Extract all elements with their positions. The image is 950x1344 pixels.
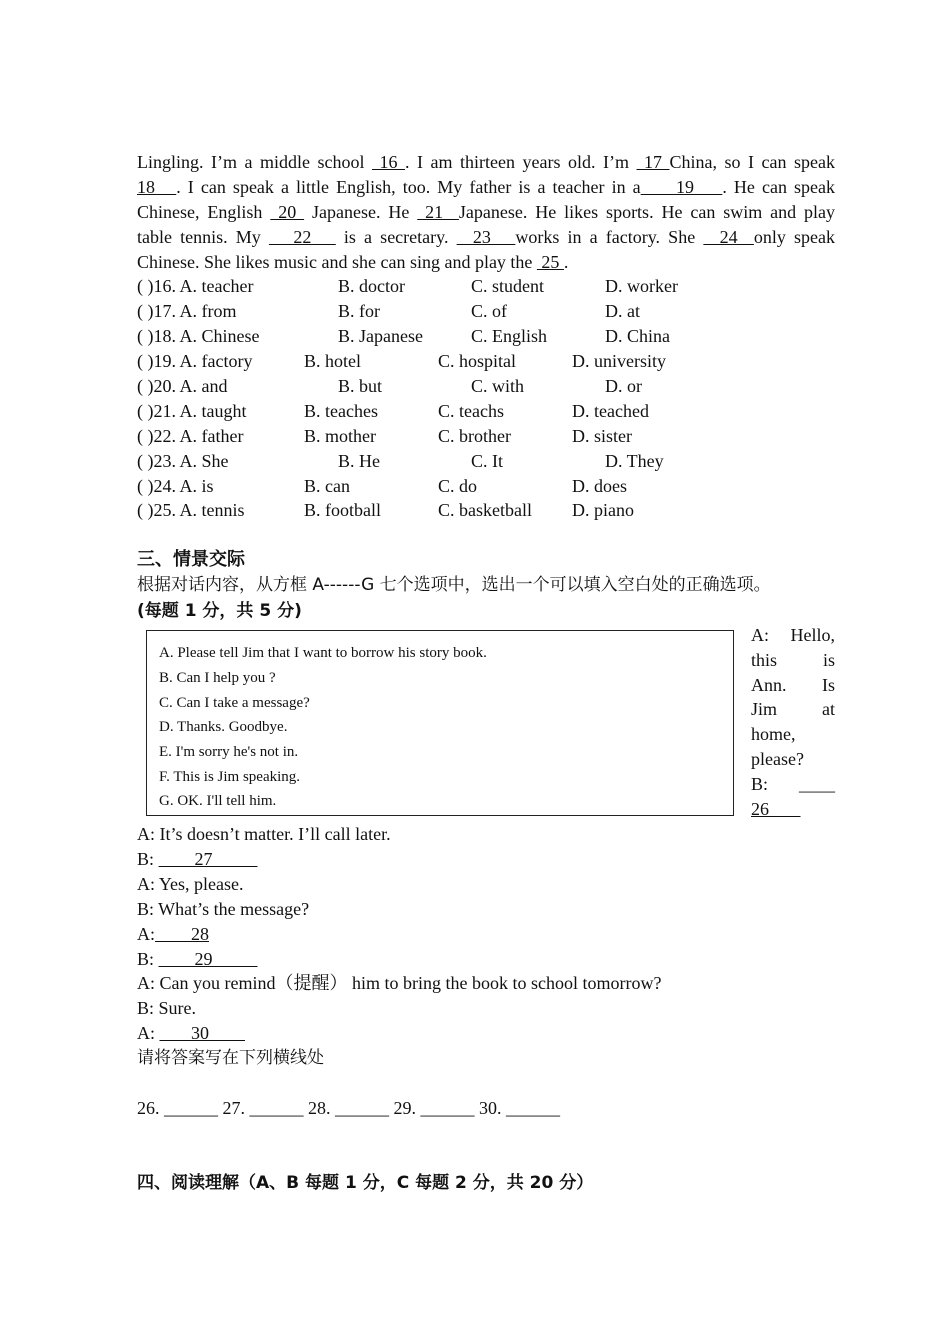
dialog-line: B: 29 xyxy=(137,949,258,969)
question-option-c[interactable]: C. do xyxy=(438,476,478,496)
passage-line: 18 . I can speak a little English, too. My father is a teacher in a 19 . He can speak xyxy=(137,177,836,197)
box-option: G. OK. I'll tell him. xyxy=(159,793,277,809)
question-option-c[interactable]: C. brother xyxy=(438,426,511,446)
passage-line: table tennis. My 22 is a secretary. 23 works in a factory. She 24 only speak xyxy=(137,227,836,247)
question-option-c[interactable]: C. English xyxy=(471,326,548,346)
blank-29[interactable]: 29 xyxy=(158,949,258,969)
question-option-a[interactable]: ( )17. A. from xyxy=(137,301,237,321)
answer-note: 请将答案写在下列横线处 xyxy=(137,1048,324,1068)
passage-line: Chinese. She likes music and she can sing and play the 25 . xyxy=(137,252,569,272)
question-option-d[interactable]: D. worker xyxy=(605,276,678,296)
blank-20[interactable]: 20 xyxy=(270,202,305,222)
section-title: 四、阅读理解（A、B 每题 1 分，C 每题 2 分，共 20 分） xyxy=(137,1173,594,1193)
question-option-d[interactable]: D. teached xyxy=(572,401,649,421)
question-option-a[interactable]: ( )23. A. She xyxy=(137,451,229,471)
question-option-a[interactable]: ( )22. A. father xyxy=(137,426,244,446)
dialog-line: B: 27 xyxy=(137,849,258,869)
dialog-line: A: 30 xyxy=(137,1023,245,1043)
dialog-line: B: What’s the message? xyxy=(137,899,310,919)
section-title: 三、情景交际 xyxy=(137,549,245,570)
box-option: A. Please tell Jim that I want to borrow his story book. xyxy=(159,645,487,661)
question-option-b[interactable]: B. but xyxy=(338,376,383,396)
question-option-a[interactable]: ( )19. A. factory xyxy=(137,351,253,371)
question-option-d[interactable]: D. at xyxy=(605,301,640,321)
passage-line: Chinese, English 20 Japanese. He 21 Japanese. He likes sports. He can swim and play xyxy=(137,202,835,222)
blank-16[interactable]: 16 xyxy=(372,152,406,172)
blank-17[interactable]: 17 xyxy=(636,152,670,172)
blank-28[interactable]: 28 xyxy=(155,924,209,944)
question-option-d[interactable]: D. sister xyxy=(572,426,632,446)
blank-27[interactable]: 27 xyxy=(158,849,258,869)
question-option-c[interactable]: C. student xyxy=(471,276,545,296)
question-option-b[interactable]: B. hotel xyxy=(304,351,361,371)
question-option-d[interactable]: D. China xyxy=(605,326,670,346)
blank-23[interactable]: 23 xyxy=(456,227,516,247)
question-option-c[interactable]: C. It xyxy=(471,451,504,471)
question-option-b[interactable]: B. for xyxy=(338,301,380,321)
blank-24[interactable]: 24 xyxy=(703,227,754,247)
question-option-d[interactable]: D. piano xyxy=(572,500,634,520)
question-option-b[interactable]: B. doctor xyxy=(338,276,405,296)
section-score: (每题 1 分，共 5 分) xyxy=(137,601,302,621)
question-option-a[interactable]: ( )21. A. taught xyxy=(137,401,247,421)
dialog-line: A: It’s doesn’t matter. I’ll call later. xyxy=(137,824,391,844)
question-option-b[interactable]: B. Japanese xyxy=(338,326,423,346)
dialog-line: A: 28 xyxy=(137,924,209,944)
blank-30[interactable]: 30 xyxy=(159,1023,245,1043)
box-option: B. Can I help you ? xyxy=(159,670,276,686)
question-option-b[interactable]: B. mother xyxy=(304,426,376,446)
question-option-c[interactable]: C. of xyxy=(471,301,507,321)
section-instruction: 根据对话内容，从方框 A------G 七个选项中，选出一个可以填入空白处的正确选项。 xyxy=(137,575,771,595)
question-option-c[interactable]: C. teachs xyxy=(438,401,504,421)
question-option-c[interactable]: C. with xyxy=(471,376,525,396)
question-option-d[interactable]: D. They xyxy=(605,451,664,471)
box-option: C. Can I take a message? xyxy=(159,695,310,711)
dialog-line: B: Sure. xyxy=(137,998,197,1018)
question-option-b[interactable]: B. can xyxy=(304,476,350,496)
question-option-a[interactable]: ( )24. A. is xyxy=(137,476,214,496)
question-option-a[interactable]: ( )25. A. tennis xyxy=(137,500,245,520)
question-option-d[interactable]: D. does xyxy=(572,476,627,496)
question-option-a[interactable]: ( )16. A. teacher xyxy=(137,276,254,296)
dialog-line: A: Yes, please. xyxy=(137,874,244,894)
box-option: F. This is Jim speaking. xyxy=(159,769,301,785)
question-option-d[interactable]: D. university xyxy=(572,351,666,371)
box-option: D. Thanks. Goodbye. xyxy=(159,719,288,735)
question-option-b[interactable]: B. teaches xyxy=(304,401,378,421)
question-option-b[interactable]: B. He xyxy=(338,451,380,471)
question-option-a[interactable]: ( )20. A. and xyxy=(137,376,228,396)
blank-26[interactable]: 26 xyxy=(751,798,801,819)
blank-22[interactable]: 22 xyxy=(268,227,336,247)
question-option-a[interactable]: ( )18. A. Chinese xyxy=(137,326,260,346)
dialog-line: A: Can you remind（提醒） him to bring the book to school tomorrow? xyxy=(137,973,662,993)
blank-19[interactable]: 19 xyxy=(640,177,723,197)
question-option-c[interactable]: C. basketball xyxy=(438,500,532,520)
question-option-c[interactable]: C. hospital xyxy=(438,351,517,371)
box-option: E. I'm sorry he's not in. xyxy=(159,744,299,760)
question-option-b[interactable]: B. football xyxy=(304,500,381,520)
answer-lines[interactable]: 26. ______ 27. ______ 28. ______ 29. ______ 30. ______ xyxy=(137,1098,560,1118)
blank-18[interactable]: 18 xyxy=(137,177,177,197)
blank-21[interactable]: 21 xyxy=(417,202,459,222)
options-box xyxy=(146,630,734,816)
question-option-d[interactable]: D. or xyxy=(605,376,642,396)
passage-line: Lingling. I’m a middle school 16 . I am thirteen years old. I’m 17 China, so I can speak xyxy=(137,152,835,172)
side-dialog: A: Hello, this is Ann. Is Jim at home, please? B: ____ 26 xyxy=(751,623,835,821)
blank-25[interactable]: 25 xyxy=(536,252,564,272)
